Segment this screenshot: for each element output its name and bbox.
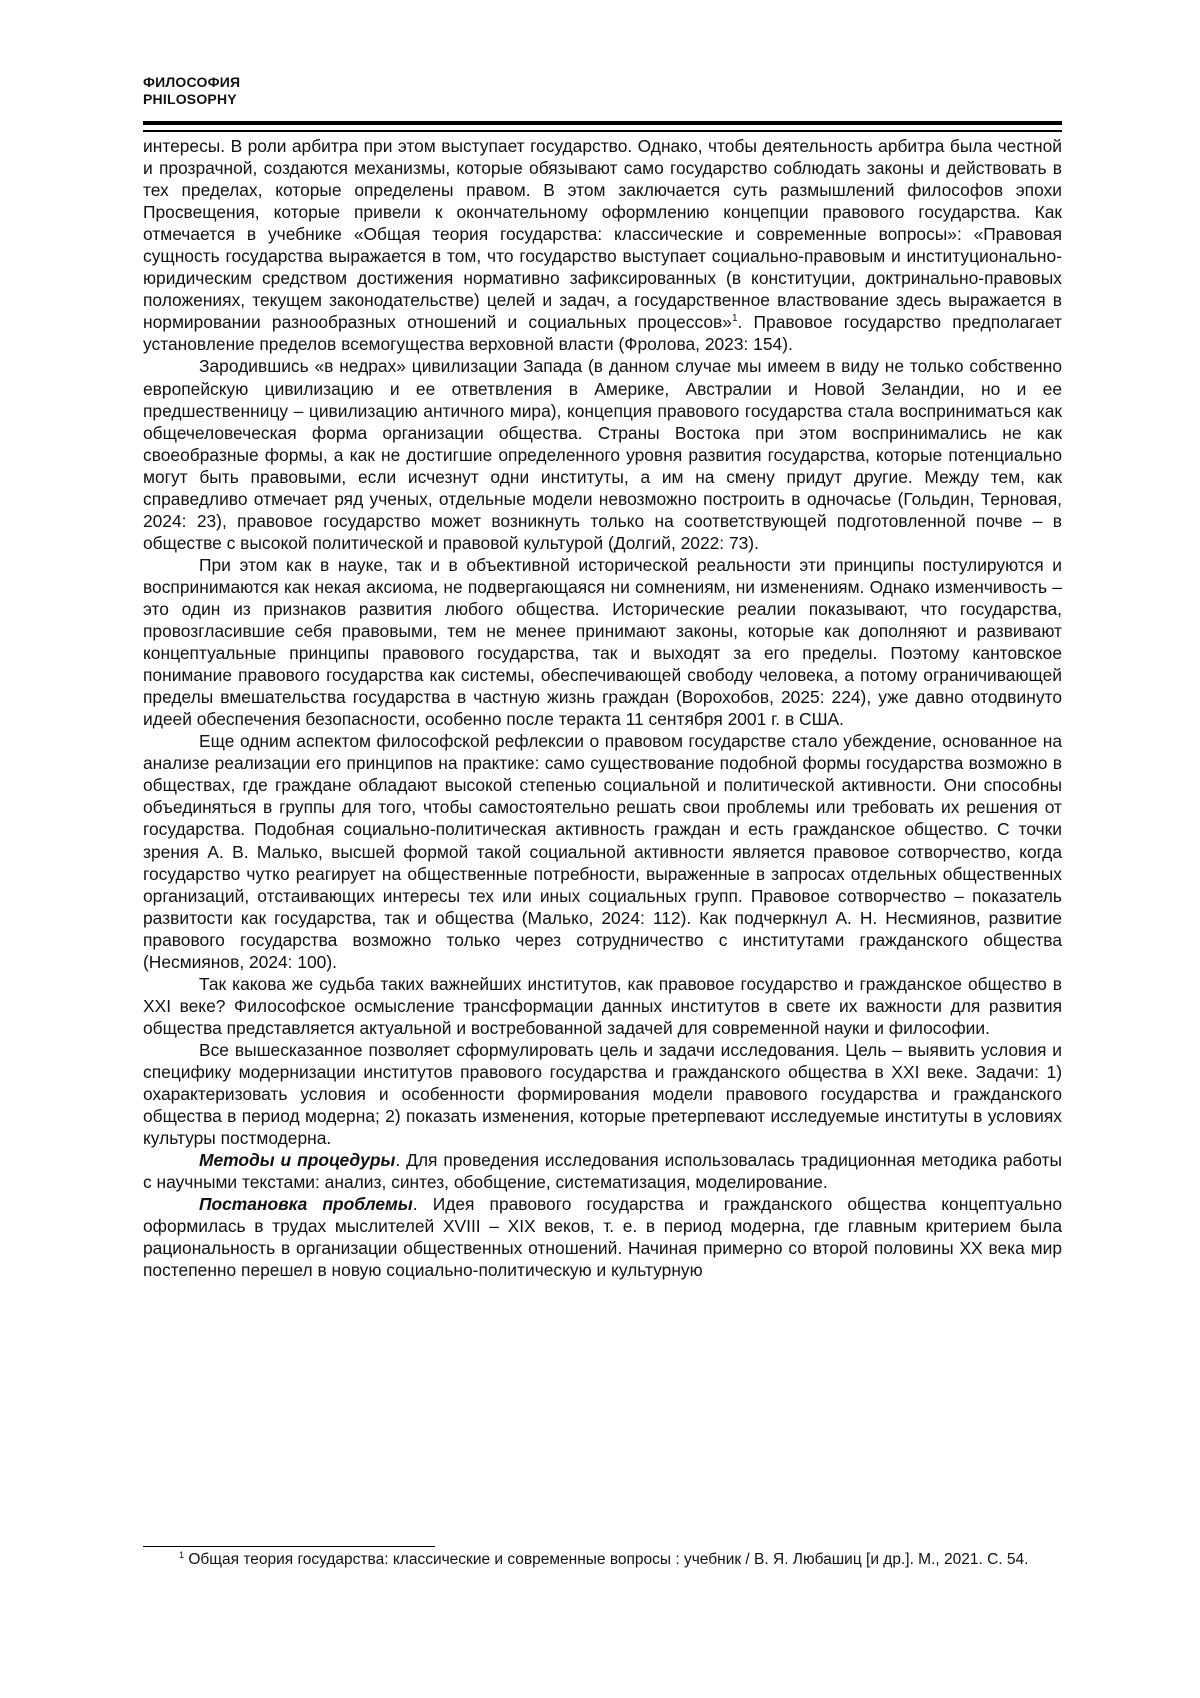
paragraph-6: Все вышесказанное позволяет сформулировать цель и задачи исследования. Цель – выявить условия и специфику модернизации институтов правового государства и гражданского общества в XXI веке. Задачи: 1) охарактеризовать условия и особенности формирования модели правового государства и гражданского общества в период модерна; 2) показать изменения, которые претерпевают исследуемые институты в условиях культуры постмодерна. (143, 1039, 1062, 1149)
footnote-number: 1 (179, 1549, 185, 1560)
paragraph-1-text-cont: . Правовое государство предполагает установление пределов всемогущества верховной власти (Фролова, 2023: 154). (143, 312, 1062, 355)
footnote-separator (143, 1546, 435, 1547)
paragraph-1-text: интересы. В роли арбитра при этом выступает государство. Однако, чтобы деятельность арбитра была честной и прозрачной, создаются механизмы, которые обязывают само государство соблюдать законы и действовать в тех пределах, которые определены правом. В этом заключается суть размышлений философов эпохи Просвещения, которые привели к окончательному оформлению концепции правового государства. Как отмечается в учебнике «Общая теория государства: классические и современные вопросы»: «Правовая сущность государства выражается в том, что государство выступает социально-правовым и институционально-юридическим средством достижения нормативно зафиксированных (в конституции, доктринально-правовых положениях, текущем законодательстве) целей и задач, а государственное властвование здесь выражается в нормировании разнообразных отношений и социальных процессов» (143, 136, 1062, 333)
paragraph-2: Зародившись «в недрах» цивилизации Запада (в данном случае мы имеем в виду не только собственно европейскую цивилизацию и ее ответвления в Америке, Австралии и Новой Зеландии, но и ее предшественницу – цивилизацию античного мира), концепция правового государства стала восприниматься как общечеловеческая форма организации общества. Страны Востока при этом воспринимались не как своеобразные формы, а как не достигшие определенного уровня развития государства, которые потенциально могут быть правовыми, если исчезнут одни институты, а им на смену придут другие. Между тем, как справедливо отмечает ряд ученых, отдельные модели невозможно построить в одночасье (Гольдин, Терновая, 2024: 23), правовое государство может возникнуть только на соответствующей подготовленной почве – в обществе с высокой политической и правовой культурой (Долгий, 2022: 73). (143, 356, 1062, 553)
footnote-text: Общая теория государства: классические и современные вопросы : учебник / В. Я. Любашиц [и др.]. М., 2021. С. 54. (184, 1551, 1029, 1568)
footnote-ref[interactable]: 1 (731, 313, 738, 325)
section-title-en: PHILOSOPHY (143, 91, 237, 107)
methods-text: . Для проведения исследования использовалась традиционная методика работы с научными текстами: анализ, синтез, обобщение, систематизация, моделирование. (143, 1150, 1062, 1193)
running-header (143, 74, 240, 108)
paragraph-problem (143, 1193, 1062, 1281)
methods-heading: Методы и процедуры (199, 1150, 396, 1171)
header-rule-thin (143, 130, 1062, 132)
paragraph-3: При этом как в науке, так и в объективной исторической реальности эти принципы постулируются и воспринимаются как некая аксиома, не подвергающаяся ни сомнениям, ни изменениям. Однако изменчивость – это один из признаков развития любого общества. Исторические реалии показывают, что государства, провозгласившие себя правовыми, тем не менее принимают законы, которые как дополняют и развивают концептуальные принципы правового государства, так и выходят за его пределы. Поэтому кантовское понимание правового государства как системы, обеспечивающей свободу человека, а потому ограничивающей пределы вмешательства государства в частную жизнь граждан (Ворохобов, 2025: 224), уже давно отодвинуто идеей обеспечения безопасности, особенно после теракта 11 сентября 2001 г. в США. (143, 554, 1062, 730)
paragraph-5: Так какова же судьба таких важнейших институтов, как правовое государство и гражданское общество в XXI веке? Философское осмысление трансформации данных институтов в свете их важности для развития общества представляется актуальной и востребованной задачей для современной науки и философии. (143, 973, 1062, 1038)
paragraph-methods (143, 1149, 1062, 1193)
article-body (143, 135, 1062, 1281)
paragraph-4: Еще одним аспектом философской рефлексии о правовом государстве стало убеждение, основанное на анализе реализации его принципов на практике: само существование подобной формы государства возможно в обществах, где граждане обладают высокой степенью социальной и политической активности. Они способны объединяться в группы для того, чтобы самостоятельно решать свои проблемы или требовать их решения от государства. Подобная социально-политическая активность граждан и есть гражданское общество. С точки зрения А. В. Малько, высшей формой такой социальной активности является правовое сотворчество, когда государство чутко реагирует на общественные потребности, выраженные в запросах отдельных общественных организаций, отстаивающих интересы тех или иных социальных групп. Правовое сотворчество – показатель развитости как государства, так и общества (Малько, 2024: 112). Как подчеркнул А. Н. Несмиянов, развитие правового государства возможно только через сотрудничество с институтами гражданского общества (Несмиянов, 2024: 100). (143, 731, 1062, 972)
problem-heading: Постановка проблемы (199, 1194, 413, 1215)
section-title-ru: ФИЛОСОФИЯ (143, 74, 241, 90)
header-rule-thick (143, 121, 1062, 125)
footnote (143, 1550, 1062, 1570)
paragraph-1 (143, 135, 1062, 355)
problem-text: . Идея правового государства и гражданского общества концептуально оформилась в трудах мыслителей XVIII – XIX веков, т. е. в период модерна, где главным критерием была рациональность в организации общественных отношений. Начиная примерно со второй половины XX века мир постепенно перешел в новую социально-политическую и культурную (143, 1194, 1062, 1281)
